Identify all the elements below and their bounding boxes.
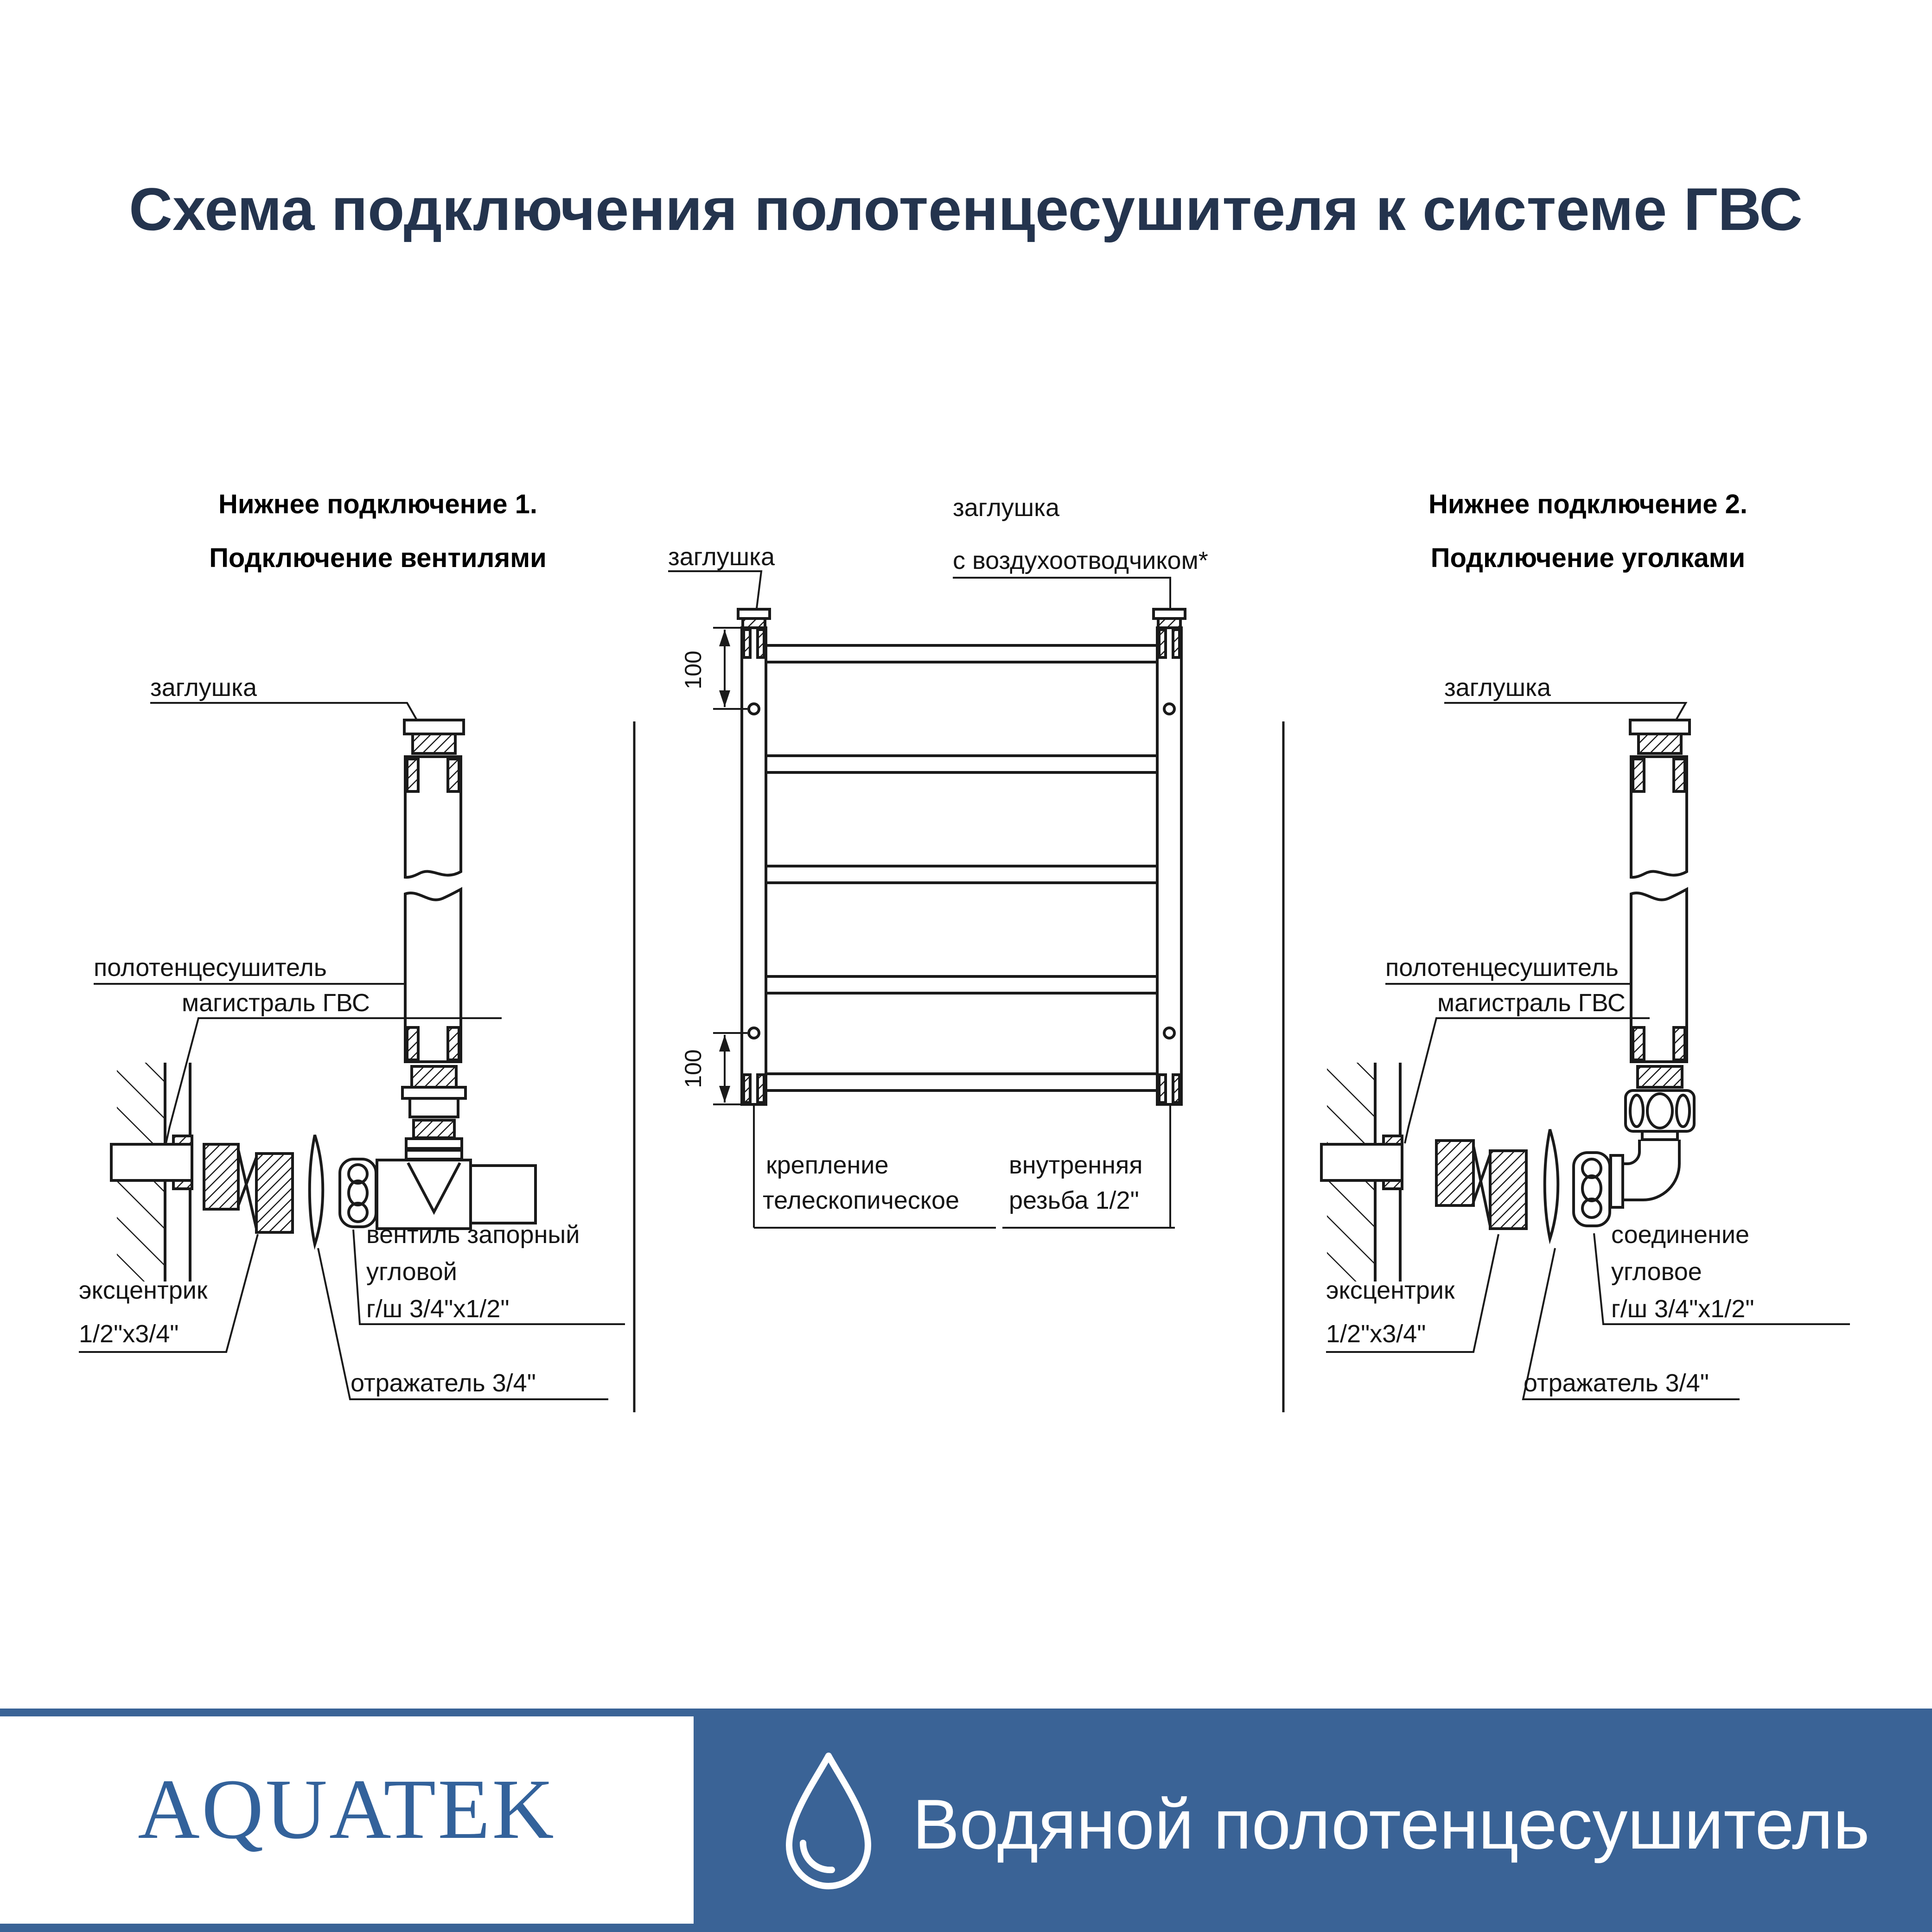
water-drop-icon bbox=[775, 1750, 882, 1889]
right-label-elbow-line2: угловое bbox=[1611, 1258, 1702, 1286]
right-label-towel-rail: полотенцесушитель bbox=[1385, 954, 1619, 982]
left-reflector bbox=[310, 1135, 323, 1244]
page-title: Схема подключения полотенцесушителя к системе ГВС bbox=[129, 175, 1803, 243]
left-label-towel-rail: полотенцесушитель bbox=[94, 954, 327, 982]
left-label-valve-line1: вентиль запорный bbox=[366, 1221, 580, 1249]
towel-rail-front-view bbox=[668, 571, 1185, 1228]
right-towel-rail-pipe bbox=[1631, 757, 1687, 1062]
left-label-main-line: магистраль ГВС bbox=[182, 989, 370, 1017]
footer-banner bbox=[0, 1709, 1932, 1932]
right-plug-part bbox=[1630, 720, 1690, 753]
ladder-mount-holes bbox=[749, 704, 1174, 1038]
left-plug-part bbox=[404, 720, 464, 753]
center-label-thread-line2: резьба 1/2" bbox=[1009, 1186, 1139, 1214]
right-union-nut bbox=[1574, 1153, 1610, 1226]
right-label-elbow-line1: соединение bbox=[1611, 1221, 1750, 1249]
right-elbow-stack bbox=[1626, 1066, 1694, 1140]
right-reflector bbox=[1545, 1129, 1558, 1239]
ladder-plugs bbox=[738, 609, 1185, 628]
center-label-thread-line1: внутренняя bbox=[1009, 1151, 1143, 1179]
right-label-main-line: магистраль ГВС bbox=[1437, 989, 1626, 1017]
left-label-eccentric-line1: эксцентрик bbox=[79, 1276, 208, 1304]
ladder-rungs bbox=[766, 645, 1157, 1090]
dimension-label-top: 100 bbox=[680, 650, 706, 689]
center-label-air-vent-line1: заглушка bbox=[953, 494, 1059, 522]
section-divider-lines bbox=[634, 721, 1283, 1412]
right-supply-pipe bbox=[1321, 1136, 1402, 1189]
left-label-valve-line2: угловой bbox=[366, 1258, 457, 1286]
center-top-leaders bbox=[668, 571, 1170, 608]
right-heading-line1: Нижнее подключение 2. bbox=[1428, 489, 1748, 519]
right-eccentric bbox=[1436, 1141, 1526, 1229]
brand-logo-text: AQUATEK bbox=[138, 1762, 556, 1857]
left-angle-valve bbox=[377, 1160, 536, 1229]
left-label-plug: заглушка bbox=[150, 674, 257, 701]
center-label-air-vent-line2: с воздухоотводчиком* bbox=[953, 547, 1208, 574]
right-label-eccentric-line2: 1/2"x3/4" bbox=[1326, 1320, 1426, 1348]
left-supply-pipe bbox=[111, 1136, 192, 1189]
center-label-mount-line1: крепление bbox=[766, 1151, 889, 1179]
left-heading-line1: Нижнее подключение 1. bbox=[218, 489, 538, 519]
center-label-plug: заглушка bbox=[668, 543, 775, 571]
left-heading-line2: Подключение вентилями bbox=[209, 543, 547, 573]
left-eccentric bbox=[204, 1144, 293, 1232]
right-heading-line2: Подключение уголками bbox=[1430, 543, 1746, 573]
right-corner-elbow bbox=[1611, 1140, 1679, 1207]
left-label-reflector: отражатель 3/4" bbox=[351, 1369, 536, 1397]
brand-card bbox=[0, 1716, 694, 1924]
left-label-eccentric-line2: 1/2"x3/4" bbox=[79, 1320, 179, 1348]
right-label-reflector: отражатель 3/4" bbox=[1524, 1369, 1709, 1397]
right-label-eccentric-line1: эксцентрик bbox=[1326, 1276, 1455, 1304]
left-valve-stack bbox=[402, 1066, 465, 1159]
right-label-plug: заглушка bbox=[1444, 674, 1551, 701]
left-union-nut bbox=[340, 1159, 376, 1227]
product-name: Водяной полотенцесушитель bbox=[912, 1785, 1870, 1864]
dimension-label-bottom: 100 bbox=[680, 1049, 706, 1088]
left-label-valve-line3: г/ш 3/4"x1/2" bbox=[366, 1295, 510, 1323]
center-label-mount-line2: телескопическое bbox=[763, 1186, 960, 1214]
left-towel-rail-pipe bbox=[405, 757, 461, 1062]
right-label-elbow-line3: г/ш 3/4"x1/2" bbox=[1611, 1295, 1754, 1323]
